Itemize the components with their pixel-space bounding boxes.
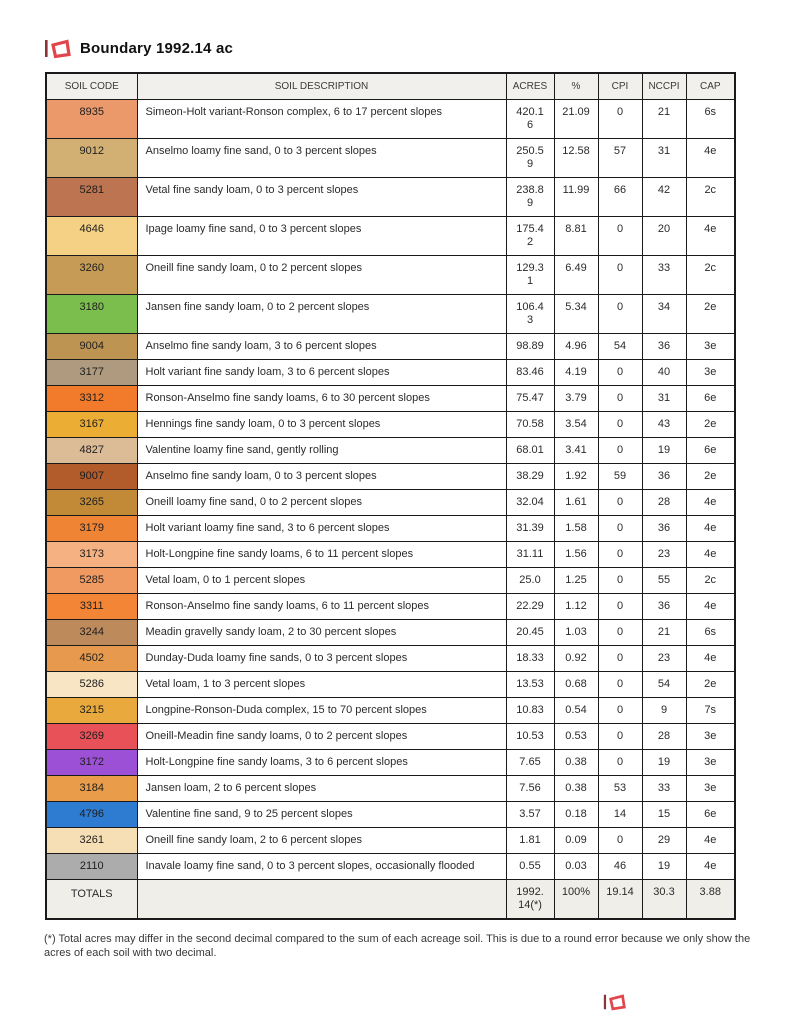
table-row [46,828,735,854]
percent-cell: 12.58 [554,139,598,178]
table-row [46,672,735,698]
cpi-cell: 0 [598,295,642,334]
cap-cell: 6s [686,100,735,139]
soil-code-cell: 5281 [46,178,137,217]
soil-table-body [46,100,735,880]
cpi-cell: 0 [598,698,642,724]
cpi-cell: 54 [598,334,642,360]
nccpi-cell: 55 [642,568,686,594]
table-row [46,360,735,386]
col-header-cpi: CPI [598,73,642,100]
acres-cell: 1.81 [506,828,554,854]
percent-cell: 1.12 [554,594,598,620]
nccpi-cell: 31 [642,386,686,412]
soil-code-cell: 3312 [46,386,137,412]
nccpi-cell: 34 [642,295,686,334]
percent-cell: 0.92 [554,646,598,672]
cap-cell: 4e [686,139,735,178]
table-row [46,139,735,178]
cap-cell: 4e [686,516,735,542]
percent-cell: 1.03 [554,620,598,646]
acres-cell: 32.04 [506,490,554,516]
percent-cell: 4.96 [554,334,598,360]
soil-description-cell: Holt-Longpine fine sandy loams, 3 to 6 percent slopes [137,750,506,776]
soil-description-cell: Oneill fine sandy loam, 0 to 2 percent slopes [137,256,506,295]
cap-cell: 2e [686,464,735,490]
table-row [46,100,735,139]
acres-cell: 31.39 [506,516,554,542]
cpi-cell: 0 [598,516,642,542]
soil-description-cell: Oneill loamy fine sand, 0 to 2 percent slopes [137,490,506,516]
cpi-cell: 0 [598,672,642,698]
cap-cell: 4e [686,594,735,620]
acres-cell: 70.58 [506,412,554,438]
soil-description-cell: Valentine loamy fine sand, gently rolling [137,438,506,464]
soil-code-cell: 8935 [46,100,137,139]
soil-code-cell: 9012 [46,139,137,178]
footer-field-boundary-polygon-icon [603,992,626,1017]
table-row [46,542,735,568]
acres-cell: 7.56 [506,776,554,802]
table-row [46,750,735,776]
table-row [46,620,735,646]
soil-description-cell: Anselmo fine sandy loam, 0 to 3 percent slopes [137,464,506,490]
cap-cell: 2c [686,178,735,217]
nccpi-cell: 40 [642,360,686,386]
table-row [46,776,735,802]
cap-cell: 6e [686,438,735,464]
col-header-acres: ACRES [506,73,554,100]
cpi-cell: 0 [598,100,642,139]
nccpi-cell: 20 [642,217,686,256]
soil-code-cell: 3179 [46,516,137,542]
percent-cell: 0.54 [554,698,598,724]
cap-cell: 4e [686,542,735,568]
nccpi-cell: 23 [642,542,686,568]
table-row [46,412,735,438]
soil-code-cell: 3184 [46,776,137,802]
soil-description-cell: Simeon-Holt variant-Ronson complex, 6 to 17 percent slopes [137,100,506,139]
table-row [46,217,735,256]
cpi-cell: 66 [598,178,642,217]
page-title: Boundary 1992.14 ac [80,40,234,57]
acres-cell: 83.46 [506,360,554,386]
percent-cell: 1.56 [554,542,598,568]
nccpi-cell: 36 [642,334,686,360]
soil-description-cell: Oneill-Meadin fine sandy loams, 0 to 2 percent slopes [137,724,506,750]
report-header [44,37,233,60]
cpi-cell: 59 [598,464,642,490]
totals-row [46,880,735,920]
acres-cell: 38.29 [506,464,554,490]
cap-cell: 2e [686,412,735,438]
cpi-cell: 46 [598,854,642,880]
percent-cell: 8.81 [554,217,598,256]
percent-cell: 21.09 [554,100,598,139]
cap-cell: 3e [686,750,735,776]
soil-code-cell: 4827 [46,438,137,464]
acres-cell: 31.11 [506,542,554,568]
nccpi-cell: 33 [642,256,686,295]
totals-description-cell [137,880,506,920]
cpi-cell: 53 [598,776,642,802]
nccpi-cell: 29 [642,828,686,854]
cpi-cell: 0 [598,568,642,594]
soil-description-cell: Inavale loamy fine sand, 0 to 3 percent slopes, occasionally flooded [137,854,506,880]
acres-cell: 3.57 [506,802,554,828]
nccpi-cell: 36 [642,594,686,620]
table-row [46,724,735,750]
acres-cell: 175.42 [506,217,554,256]
soil-description-cell: Hennings fine sandy loam, 0 to 3 percent slopes [137,412,506,438]
cap-cell: 6e [686,802,735,828]
soil-description-cell: Holt-Longpine fine sandy loams, 6 to 11 percent slopes [137,542,506,568]
acres-cell: 7.65 [506,750,554,776]
soil-description-cell: Jansen fine sandy loam, 0 to 2 percent slopes [137,295,506,334]
cap-cell: 3e [686,360,735,386]
table-row [46,256,735,295]
soil-description-cell: Ronson-Anselmo fine sandy loams, 6 to 11 percent slopes [137,594,506,620]
acres-cell: 10.83 [506,698,554,724]
col-header-soil-description: SOIL DESCRIPTION [137,73,506,100]
cpi-cell: 14 [598,802,642,828]
acres-cell: 129.31 [506,256,554,295]
percent-cell: 0.68 [554,672,598,698]
table-row [46,438,735,464]
acres-cell: 250.59 [506,139,554,178]
acres-cell: 420.16 [506,100,554,139]
cpi-cell: 0 [598,412,642,438]
percent-cell: 4.19 [554,360,598,386]
cpi-cell: 0 [598,724,642,750]
soil-description-cell: Ronson-Anselmo fine sandy loams, 6 to 30 percent slopes [137,386,506,412]
soil-code-cell: 5285 [46,568,137,594]
percent-cell: 1.58 [554,516,598,542]
acres-cell: 68.01 [506,438,554,464]
percent-cell: 3.54 [554,412,598,438]
soil-code-cell: 3180 [46,295,137,334]
soil-code-cell: 4796 [46,802,137,828]
soil-description-cell: Ipage loamy fine sand, 0 to 3 percent slopes [137,217,506,256]
col-header-cap: CAP [686,73,735,100]
soil-code-cell: 3172 [46,750,137,776]
cap-cell: 4e [686,854,735,880]
soil-code-cell: 2110 [46,854,137,880]
footnote-text: (*) Total acres may differ in the second decimal compared to the sum of each acreage soil. This is due to a round error because we only show the acres of each soil with two decimal. [44,933,751,959]
percent-cell: 6.49 [554,256,598,295]
table-row [46,178,735,217]
cap-cell: 3e [686,334,735,360]
acres-cell: 25.0 [506,568,554,594]
soil-description-cell: Anselmo fine sandy loam, 3 to 6 percent slopes [137,334,506,360]
soil-description-cell: Vetal loam, 0 to 1 percent slopes [137,568,506,594]
soil-code-cell: 3167 [46,412,137,438]
field-boundary-polygon-icon [44,37,71,60]
cap-cell: 2e [686,672,735,698]
table-row [46,698,735,724]
soil-description-cell: Vetal fine sandy loam, 0 to 3 percent slopes [137,178,506,217]
percent-cell: 1.25 [554,568,598,594]
cap-cell: 4e [686,217,735,256]
cap-cell: 3e [686,776,735,802]
cap-cell: 3e [686,724,735,750]
soil-description-cell: Longpine-Ronson-Duda complex, 15 to 70 percent slopes [137,698,506,724]
nccpi-cell: 9 [642,698,686,724]
nccpi-cell: 36 [642,464,686,490]
cpi-cell: 0 [598,542,642,568]
cpi-cell: 0 [598,594,642,620]
nccpi-cell: 42 [642,178,686,217]
cap-cell: 4e [686,646,735,672]
soil-code-cell: 3177 [46,360,137,386]
cap-cell: 2c [686,256,735,295]
nccpi-cell: 19 [642,438,686,464]
nccpi-cell: 19 [642,854,686,880]
table-row [46,516,735,542]
percent-cell: 0.03 [554,854,598,880]
table-row [46,854,735,880]
soil-description-cell: Holt variant loamy fine sand, 3 to 6 percent slopes [137,516,506,542]
soil-table [45,72,736,920]
nccpi-cell: 54 [642,672,686,698]
percent-cell: 0.18 [554,802,598,828]
nccpi-cell: 21 [642,620,686,646]
nccpi-cell: 28 [642,490,686,516]
acres-cell: 75.47 [506,386,554,412]
cpi-cell: 0 [598,646,642,672]
cap-cell: 6e [686,386,735,412]
cap-cell: 4e [686,490,735,516]
cpi-cell: 0 [598,256,642,295]
percent-cell: 1.92 [554,464,598,490]
acres-cell: 20.45 [506,620,554,646]
acres-cell: 106.43 [506,295,554,334]
cpi-cell: 0 [598,620,642,646]
soil-code-cell: 9004 [46,334,137,360]
soil-code-cell: 9007 [46,464,137,490]
soil-description-cell: Meadin gravelly sandy loam, 2 to 30 percent slopes [137,620,506,646]
percent-cell: 0.38 [554,776,598,802]
cap-cell: 2e [686,295,735,334]
table-row [46,646,735,672]
table-row [46,386,735,412]
cpi-cell: 0 [598,750,642,776]
soil-code-cell: 3215 [46,698,137,724]
soil-description-cell: Holt variant fine sandy loam, 3 to 6 percent slopes [137,360,506,386]
soil-description-cell: Vetal loam, 1 to 3 percent slopes [137,672,506,698]
totals-acres-cell: 1992.14(*) [506,880,554,920]
col-header-soil-code: SOIL CODE [46,73,137,100]
percent-cell: 3.41 [554,438,598,464]
soil-description-cell: Jansen loam, 2 to 6 percent slopes [137,776,506,802]
acres-cell: 238.89 [506,178,554,217]
acres-cell: 98.89 [506,334,554,360]
nccpi-cell: 21 [642,100,686,139]
nccpi-cell: 43 [642,412,686,438]
soil-description-cell: Valentine fine sand, 9 to 25 percent slopes [137,802,506,828]
nccpi-cell: 19 [642,750,686,776]
nccpi-cell: 36 [642,516,686,542]
cap-cell: 7s [686,698,735,724]
nccpi-cell: 15 [642,802,686,828]
acres-cell: 18.33 [506,646,554,672]
cpi-cell: 57 [598,139,642,178]
percent-cell: 0.09 [554,828,598,854]
percent-cell: 0.53 [554,724,598,750]
acres-cell: 0.55 [506,854,554,880]
cpi-cell: 0 [598,828,642,854]
cpi-cell: 0 [598,360,642,386]
totals-nccpi-cell: 30.3 [642,880,686,920]
table-row [46,802,735,828]
table-row [46,334,735,360]
cap-cell: 6s [686,620,735,646]
table-header-row [46,73,735,100]
soil-code-cell: 5286 [46,672,137,698]
table-row [46,464,735,490]
soil-code-cell: 4502 [46,646,137,672]
percent-cell: 3.79 [554,386,598,412]
nccpi-cell: 23 [642,646,686,672]
percent-cell: 11.99 [554,178,598,217]
soil-code-cell: 3265 [46,490,137,516]
nccpi-cell: 28 [642,724,686,750]
totals-cpi-cell: 19.14 [598,880,642,920]
percent-cell: 5.34 [554,295,598,334]
col-header-nccpi: NCCPI [642,73,686,100]
acres-cell: 13.53 [506,672,554,698]
totals-label: TOTALS [46,880,137,920]
percent-cell: 0.38 [554,750,598,776]
cpi-cell: 0 [598,386,642,412]
soil-description-cell: Anselmo loamy fine sand, 0 to 3 percent slopes [137,139,506,178]
cpi-cell: 0 [598,438,642,464]
percent-cell: 1.61 [554,490,598,516]
table-row [46,568,735,594]
soil-code-cell: 3269 [46,724,137,750]
totals-percent-cell: 100% [554,880,598,920]
col-header-percent: % [554,73,598,100]
soil-code-cell: 3261 [46,828,137,854]
cpi-cell: 0 [598,217,642,256]
acres-cell: 10.53 [506,724,554,750]
soil-code-cell: 3173 [46,542,137,568]
nccpi-cell: 33 [642,776,686,802]
soil-code-cell: 4646 [46,217,137,256]
soil-code-cell: 3244 [46,620,137,646]
cpi-cell: 0 [598,490,642,516]
table-row [46,490,735,516]
soil-code-cell: 3311 [46,594,137,620]
nccpi-cell: 31 [642,139,686,178]
table-row [46,295,735,334]
soil-code-cell: 3260 [46,256,137,295]
soil-description-cell: Dunday-Duda loamy fine sands, 0 to 3 percent slopes [137,646,506,672]
cap-cell: 4e [686,828,735,854]
soil-description-cell: Oneill fine sandy loam, 2 to 6 percent slopes [137,828,506,854]
totals-cap-cell: 3.88 [686,880,735,920]
acres-cell: 22.29 [506,594,554,620]
cap-cell: 2c [686,568,735,594]
table-row [46,594,735,620]
